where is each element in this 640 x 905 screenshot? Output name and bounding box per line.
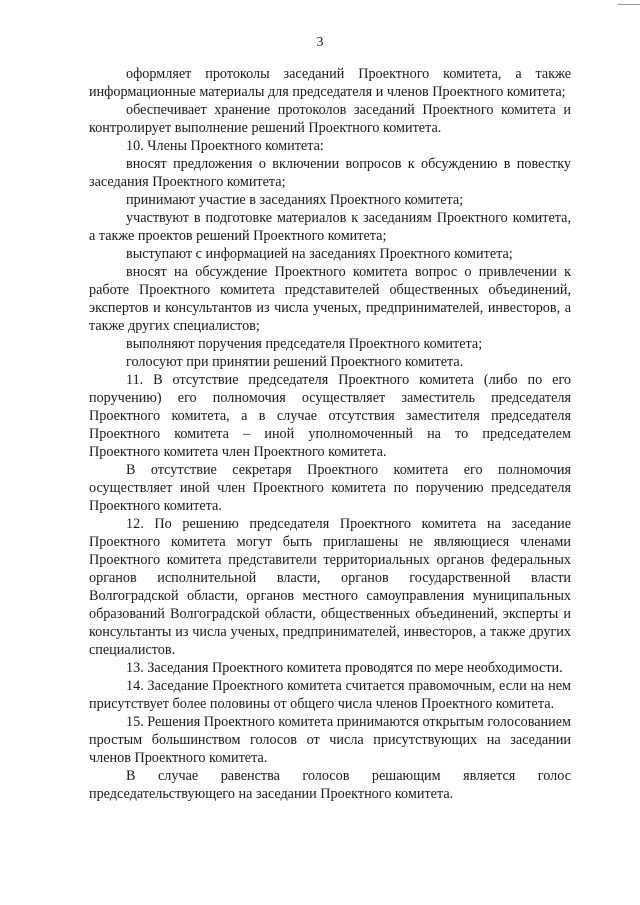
- section-heading: 10. Члены Проектного комитета:: [126, 138, 324, 154]
- paragraph: В отсутствие секретаря Проектного комитета его полномочия осуществляет иной член Проектного комитета по поручению председателя Проектного комитета.: [89, 462, 571, 514]
- paragraph: голосуют при принятии решений Проектного комитета.: [126, 354, 464, 370]
- paragraph: В случае равенства голосов решающим является голос председательствующего на заседании Проектного комитета.: [89, 768, 571, 802]
- document-body: [89, 65, 571, 803]
- paragraph: участвуют в подготовке материалов к заседаниям Проектного комитета, а также проектов решений Проектного комитета;: [89, 210, 571, 244]
- paragraph: вносят предложения о включении вопросов к обсуждению в повестку заседания Проектного комитета;: [89, 156, 571, 190]
- paragraph: 12. По решению председателя Проектного комитета на заседание Проектного комитета могут быть приглашены не являющиеся членами Проектного комитета представители территориальных органов федеральных органов исполнительной власти, органов государственной власти Волгоградской области, органов местного самоуправления муниципальных образований Волгоградской области, общественных объединений, эксперты и консультанты из числа ученых, предпринимателей, инвесторов, а также других специалистов.: [89, 516, 571, 658]
- paragraph: обеспечивает хранение протоколов заседаний Проектного комитета и контролирует выполнение решений Проектного комитета.: [89, 102, 571, 136]
- paragraph: вносят на обсуждение Проектного комитета вопрос о привлечении к работе Проектного комитета представителей общественных объединений, экспертов и консультантов из числа ученых, предпринимателей, инвесторов, а также других специалистов;: [89, 264, 571, 334]
- paragraph: 15. Решения Проектного комитета принимаются открытым голосованием простым большинством голосов от числа присутствующих на заседании членов Проектного комитета.: [89, 714, 571, 766]
- scan-corner-mark: [618, 0, 640, 5]
- paragraph: 11. В отсутствие председателя Проектного комитета (либо по его поручению) его полномочия осуществляет заместитель председателя Проектного комитета, а в случае отсутствия заместителя председателя Проектного комитета – иной уполномоченный на то председателем Проектного комитета член Проектного комитета.: [89, 372, 571, 460]
- paragraph: 14. Заседание Проектного комитета считается правомочным, если на нем присутствует более половины от общего числа членов Проектного комитета.: [89, 678, 571, 712]
- page-number: 3: [316, 35, 324, 50]
- paragraph: выполняют поручения председателя Проектного комитета;: [126, 336, 483, 352]
- paragraph: оформляет протоколы заседаний Проектного комитета, а также информационные материалы для председателя и членов Проектного комитета;: [89, 66, 571, 100]
- paragraph: принимают участие в заседаниях Проектного комитета;: [126, 192, 464, 208]
- paragraph: 13. Заседания Проектного комитета проводятся по мере необходимости.: [126, 660, 563, 676]
- paragraph: выступают с информацией на заседаниях Проектного комитета;: [126, 246, 513, 262]
